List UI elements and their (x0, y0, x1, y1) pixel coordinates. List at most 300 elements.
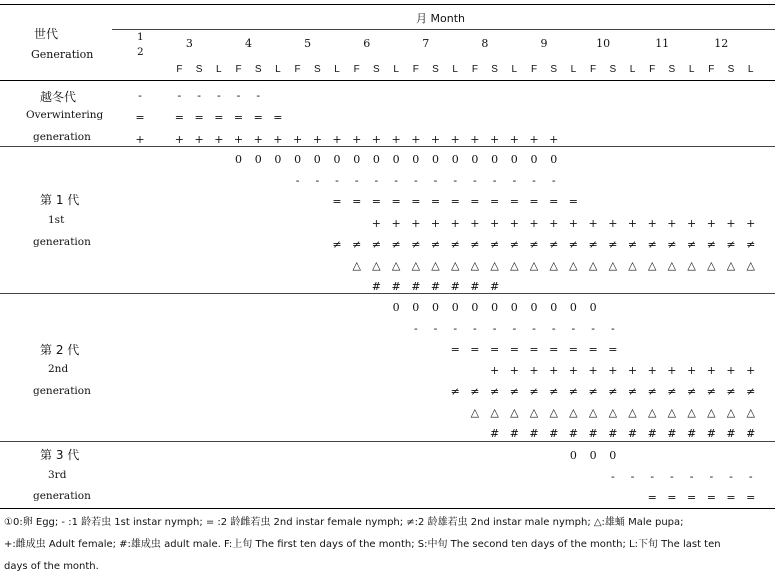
stage-mark: = (352, 195, 362, 209)
slot-label: S (313, 64, 321, 75)
slot-label: L (393, 64, 399, 75)
stage-mark: # (647, 427, 657, 440)
month-label-8: 8 (481, 37, 489, 50)
stage-mark: # (686, 427, 697, 440)
stage-mark: ≠ (706, 385, 716, 398)
stage-mark: - (532, 322, 536, 335)
month-label-3: 3 (185, 37, 193, 50)
stage-mark: + (568, 216, 578, 230)
stage-mark: ≠ (411, 237, 421, 251)
stage-mark: - (709, 470, 714, 483)
stage-mark: ≠ (509, 385, 519, 398)
stage-mark: = (332, 195, 342, 209)
slot-label: S (491, 64, 498, 75)
stage-mark: = (391, 195, 401, 209)
generation-label: 第 2 代 (40, 343, 80, 357)
gen2-bottom-rule (0, 441, 775, 442)
stage-mark: + (371, 216, 381, 230)
stage-mark: + (391, 133, 401, 146)
stage-mark: - (512, 174, 517, 188)
stage-mark: + (312, 133, 322, 146)
stage-mark: △ (372, 259, 381, 272)
stage-mark: 0 (589, 301, 597, 314)
stage-mark: ≠ (726, 385, 736, 398)
stage-mark: ≠ (470, 385, 480, 398)
stage-mark: △ (510, 259, 519, 272)
stage-mark: - (689, 470, 694, 483)
stage-mark: 0 (294, 153, 302, 166)
stage-mark: ≠ (608, 237, 618, 251)
stage-mark: △ (588, 259, 598, 272)
stage-mark: + (135, 133, 145, 146)
stage-mark: 0 (530, 153, 538, 166)
stage-mark: △ (726, 259, 736, 272)
stage-mark: + (214, 133, 224, 146)
stage-mark: - (177, 89, 182, 102)
stage-mark: + (174, 133, 184, 146)
generation-header-en: Generation (31, 48, 94, 61)
stage-mark: + (489, 133, 500, 146)
stage-mark: = (430, 195, 441, 209)
bottom-rule (0, 508, 775, 509)
stage-mark: = (371, 195, 381, 209)
stage-mark: 0 (510, 153, 518, 166)
slot-label: S (609, 64, 617, 75)
slot-label: S (432, 64, 439, 75)
stage-mark: = (273, 111, 283, 124)
generation-label: 第 3 代 (40, 448, 80, 462)
stage-mark: 0 (471, 153, 479, 166)
stage-mark: # (470, 280, 480, 294)
stage-mark: - (394, 174, 398, 188)
stage-mark: + (253, 133, 263, 146)
stage-mark: ≠ (371, 237, 381, 251)
stage-mark: - (295, 174, 300, 188)
stage-mark: ≠ (332, 237, 342, 251)
stage-mark: ≠ (352, 237, 362, 251)
stage-mark: ≠ (647, 385, 657, 398)
stage-mark: △ (352, 259, 361, 272)
stage-mark: = (529, 195, 539, 209)
slot-label: S (195, 64, 203, 75)
stage-mark: # (391, 280, 401, 294)
stage-mark: △ (549, 406, 558, 419)
stage-mark: △ (628, 259, 637, 272)
stage-mark: + (726, 364, 736, 377)
stage-mark: 0 (432, 301, 439, 314)
stage-mark: # (371, 280, 381, 294)
stage-mark: + (509, 133, 519, 146)
stage-mark: △ (510, 406, 519, 419)
stage-mark: - (551, 322, 556, 335)
stage-mark: = (549, 195, 559, 209)
stage-mark: △ (647, 259, 657, 272)
stage-mark: + (194, 133, 204, 146)
stage-mark: - (433, 174, 438, 188)
stage-mark: ≠ (667, 385, 677, 398)
stage-mark: ≠ (627, 237, 638, 251)
stage-mark: ≠ (529, 237, 539, 251)
stage-mark: + (706, 364, 716, 377)
slot-label: S (550, 64, 558, 75)
month-label-4: 4 (245, 37, 252, 50)
stage-mark: + (273, 133, 283, 146)
stage-mark: + (627, 216, 638, 230)
slot-label: L (747, 64, 754, 75)
month-label-9: 9 (540, 37, 548, 50)
stage-mark: - (551, 174, 556, 188)
slot-label: F (471, 64, 478, 75)
stage-mark: 0 (353, 153, 361, 166)
stage-mark: + (726, 216, 736, 230)
header-bottom-rule (0, 80, 775, 81)
stage-mark: = (194, 111, 204, 124)
stage-mark: 0 (530, 301, 538, 314)
stage-mark: △ (470, 406, 480, 419)
slot-label: S (373, 64, 380, 75)
stage-mark: - (413, 322, 418, 335)
stage-mark: + (667, 364, 677, 377)
stage-mark: - (216, 89, 221, 102)
stage-mark: + (430, 216, 441, 230)
stage-mark: 0 (274, 153, 282, 166)
slot-label: F (708, 64, 715, 75)
stage-mark: ≠ (470, 237, 480, 251)
stage-mark: △ (529, 406, 539, 419)
generation-label: 1st (48, 214, 65, 226)
stage-mark: - (748, 470, 753, 483)
month-label-6: 6 (363, 37, 371, 50)
stage-mark: # (430, 280, 441, 294)
stage-mark: # (627, 427, 638, 440)
stage-mark: 0 (372, 153, 380, 166)
generation-label: 第 1 代 (40, 193, 80, 207)
slot-label: L (275, 64, 281, 75)
stage-mark: - (413, 174, 418, 188)
slot-label: F (649, 64, 656, 75)
stage-mark: △ (490, 259, 499, 272)
stage-mark: - (354, 174, 359, 188)
slot-label: S (727, 64, 735, 75)
stage-mark: + (647, 364, 657, 377)
slot-label: L (629, 64, 636, 75)
stage-mark: △ (608, 259, 618, 272)
top-rule (0, 4, 775, 5)
slot-label: L (334, 64, 340, 75)
stage-mark: - (591, 322, 595, 335)
stage-mark: △ (746, 259, 755, 272)
stage-mark: + (549, 364, 559, 377)
stage-mark: - (453, 174, 458, 188)
stage-mark: ≠ (568, 385, 578, 398)
stage-mark: + (686, 216, 697, 230)
stage-mark: △ (490, 406, 499, 419)
stage-mark: △ (628, 406, 637, 419)
stage-mark: - (473, 322, 477, 335)
stage-mark: = (214, 111, 224, 124)
stage-mark: △ (529, 259, 539, 272)
stage-mark: - (610, 470, 615, 483)
stage-mark: + (529, 216, 539, 230)
stage-mark: + (352, 133, 362, 146)
stage-mark: △ (726, 406, 736, 419)
stage-mark: - (630, 470, 635, 483)
stage-mark: ≠ (686, 385, 697, 398)
stage-mark: = (174, 111, 184, 124)
stage-mark: △ (450, 259, 460, 272)
stage-mark: = (706, 491, 716, 504)
stage-mark: + (233, 133, 244, 146)
stage-mark: 0 (235, 153, 242, 166)
month-header: 月 Month (416, 12, 465, 25)
stage-mark: ≠ (450, 385, 460, 398)
stage-mark: 0 (254, 153, 262, 166)
stage-mark: ≠ (529, 385, 539, 398)
slot-label: F (294, 64, 301, 75)
stage-mark: # (529, 427, 539, 440)
stage-mark: + (292, 133, 303, 146)
slot-label: L (688, 64, 695, 75)
stage-mark: # (549, 427, 559, 440)
stage-mark: + (627, 364, 638, 377)
stage-mark: ≠ (608, 385, 618, 398)
stage-mark: ≠ (686, 237, 697, 251)
stage-mark: 0 (392, 153, 400, 166)
stage-mark: 0 (392, 301, 400, 314)
stage-mark: 0 (550, 301, 558, 314)
slot-label: F (353, 64, 360, 75)
stage-mark: = (253, 111, 263, 124)
stage-mark: # (588, 427, 598, 440)
stage-mark: 0 (471, 301, 479, 314)
stage-mark: - (315, 174, 320, 188)
slot-label: L (570, 64, 577, 75)
stage-mark: + (667, 216, 677, 230)
stage-mark: # (568, 427, 578, 440)
month-label-12: 12 (714, 37, 729, 50)
stage-mark: ≠ (430, 237, 441, 251)
stage-mark: = (489, 195, 500, 209)
stage-mark: 0 (550, 153, 558, 166)
stage-mark: + (746, 364, 756, 377)
stage-mark: ≠ (568, 237, 578, 251)
stage-mark: ≠ (509, 237, 519, 251)
month-label-5: 5 (304, 37, 312, 50)
stage-mark: = (568, 343, 578, 356)
generation-label: generation (33, 490, 91, 502)
stage-mark: # (608, 427, 618, 440)
stage-mark: # (411, 280, 421, 294)
stage-mark: = (726, 491, 736, 504)
legend-footnote-line-3: days of the month. (4, 561, 99, 572)
stage-mark: ≠ (726, 237, 736, 251)
stage-mark: - (197, 89, 201, 102)
stage-mark: + (489, 364, 500, 377)
stage-mark: △ (647, 406, 657, 419)
stage-mark: - (492, 174, 497, 188)
stage-mark: + (450, 216, 460, 230)
stage-mark: + (706, 216, 716, 230)
stage-mark: = (509, 343, 519, 356)
stage-mark: - (236, 89, 241, 102)
stage-mark: 0 (432, 153, 439, 166)
stage-mark: + (411, 133, 421, 146)
month-label-10: 10 (596, 37, 611, 50)
stage-mark: + (509, 216, 519, 230)
stage-mark: # (726, 427, 736, 440)
generation-label: Overwintering (26, 109, 104, 121)
stage-mark: - (670, 470, 674, 483)
stage-mark: - (492, 322, 497, 335)
stage-mark: △ (746, 406, 755, 419)
stage-mark: △ (569, 259, 578, 272)
stage-mark: 0 (412, 301, 420, 314)
stage-mark: + (529, 133, 539, 146)
slot-label: F (235, 64, 242, 75)
stage-mark: ≠ (667, 237, 677, 251)
stage-mark: + (549, 216, 559, 230)
stage-mark: = (450, 195, 460, 209)
first-month-label: 1 2 (137, 31, 144, 58)
generation-header-cn: 世代 (34, 27, 59, 41)
stage-mark: 0 (491, 153, 499, 166)
stage-mark: - (729, 470, 733, 483)
stage-mark: △ (588, 406, 598, 419)
stage-mark: + (470, 216, 480, 230)
stage-mark: ≠ (391, 237, 401, 251)
stage-mark: = (470, 195, 480, 209)
stage-mark: - (532, 174, 536, 188)
stage-mark: △ (707, 406, 716, 419)
stage-mark: = (489, 343, 500, 356)
stage-mark: △ (687, 259, 696, 272)
slot-label: S (254, 64, 262, 75)
stage-mark: - (473, 174, 477, 188)
stage-mark: # (746, 427, 756, 440)
stage-mark: 0 (451, 153, 459, 166)
stage-mark: + (391, 216, 401, 230)
month-underline (112, 29, 775, 30)
month-label-7: 7 (422, 37, 430, 50)
slot-label: F (176, 64, 183, 75)
stage-mark: ≠ (746, 385, 756, 398)
stage-mark: - (512, 322, 517, 335)
stage-mark: = (470, 343, 480, 356)
stage-mark: △ (707, 259, 716, 272)
legend-footnote-line-1: ①0:卵 Egg; - :1 龄若虫 1st instar nymph; = :2 龄雌若虫 2nd instar female nymph; ≠:2 龄雄若虫 2nd instar male nymph; △:雄蛹 Male pupa; (4, 517, 684, 528)
stage-mark: - (610, 322, 615, 335)
stage-mark: - (571, 322, 576, 335)
stage-mark: ≠ (549, 385, 559, 398)
stage-mark: △ (431, 259, 440, 272)
generation-label: 越冬代 (40, 90, 77, 104)
stage-mark: = (411, 195, 421, 209)
slot-label: L (511, 64, 518, 75)
slot-label: F (530, 64, 538, 75)
stage-mark: = (667, 491, 677, 504)
stage-mark: + (450, 133, 460, 146)
stage-mark: △ (569, 406, 578, 419)
stage-mark: ≠ (549, 237, 559, 251)
stage-mark: 0 (451, 301, 459, 314)
stage-mark: ≠ (588, 385, 598, 398)
generation-label: 2nd (48, 363, 69, 375)
stage-mark: + (529, 364, 539, 377)
stage-mark: = (686, 491, 697, 504)
stage-mark: 0 (491, 301, 499, 314)
stage-mark: △ (391, 259, 401, 272)
stage-mark: △ (667, 259, 677, 272)
slot-label: L (452, 64, 458, 75)
stage-mark: - (138, 89, 142, 102)
stage-mark: = (588, 343, 598, 356)
stage-mark: 0 (609, 449, 617, 462)
stage-mark: △ (411, 259, 421, 272)
generation-label: generation (33, 131, 91, 143)
stage-mark: = (608, 343, 618, 356)
stage-mark: + (430, 133, 441, 146)
stage-mark: ≠ (588, 237, 598, 251)
stage-mark: = (746, 491, 756, 504)
stage-mark: = (450, 343, 460, 356)
stage-mark: ≠ (647, 237, 657, 251)
slot-label: L (216, 64, 222, 75)
stage-mark: = (529, 343, 539, 356)
stage-mark: # (706, 427, 716, 440)
stage-mark: - (335, 174, 339, 188)
stage-mark: - (453, 322, 458, 335)
stage-mark: # (450, 280, 460, 294)
stage-mark: ≠ (706, 237, 716, 251)
stage-mark: △ (667, 406, 677, 419)
stage-mark: + (489, 216, 500, 230)
generation-label: 3rd (48, 469, 67, 481)
stage-mark: + (509, 364, 519, 377)
stage-mark: 0 (313, 153, 321, 166)
stage-mark: + (549, 133, 559, 146)
stage-mark: 0 (569, 301, 577, 314)
stage-mark: △ (687, 406, 696, 419)
stage-mark: 0 (589, 449, 597, 462)
stage-mark: + (588, 364, 598, 377)
stage-mark: △ (549, 259, 558, 272)
stage-mark: + (411, 216, 421, 230)
stage-mark: △ (608, 406, 618, 419)
month-label-11: 11 (655, 37, 670, 50)
legend-footnote-line-2: +:雌成虫 Adult female; #:雄成虫 adult male. F:上旬 The first ten days of the month; S:中旬 The second ten days of the month; L:下旬 The last ten (4, 539, 721, 550)
stage-mark: + (746, 216, 756, 230)
stage-mark: # (489, 427, 500, 440)
stage-mark: ≠ (627, 385, 638, 398)
stage-mark: # (509, 427, 519, 440)
stage-mark: ≠ (746, 237, 756, 251)
stage-mark: + (588, 216, 598, 230)
stage-mark: = (568, 195, 578, 209)
stage-mark: ≠ (489, 237, 500, 251)
stage-mark: - (650, 470, 655, 483)
stage-mark: = (647, 491, 657, 504)
stage-mark: = (135, 111, 145, 124)
stage-mark: 0 (412, 153, 420, 166)
stage-mark: # (489, 280, 500, 294)
stage-mark: + (332, 133, 342, 146)
stage-mark: + (686, 364, 697, 377)
stage-mark: + (608, 364, 618, 377)
stage-mark: ≠ (450, 237, 460, 251)
generation-label: generation (33, 236, 91, 248)
stage-mark: 0 (569, 449, 577, 462)
stage-mark: + (371, 133, 381, 146)
